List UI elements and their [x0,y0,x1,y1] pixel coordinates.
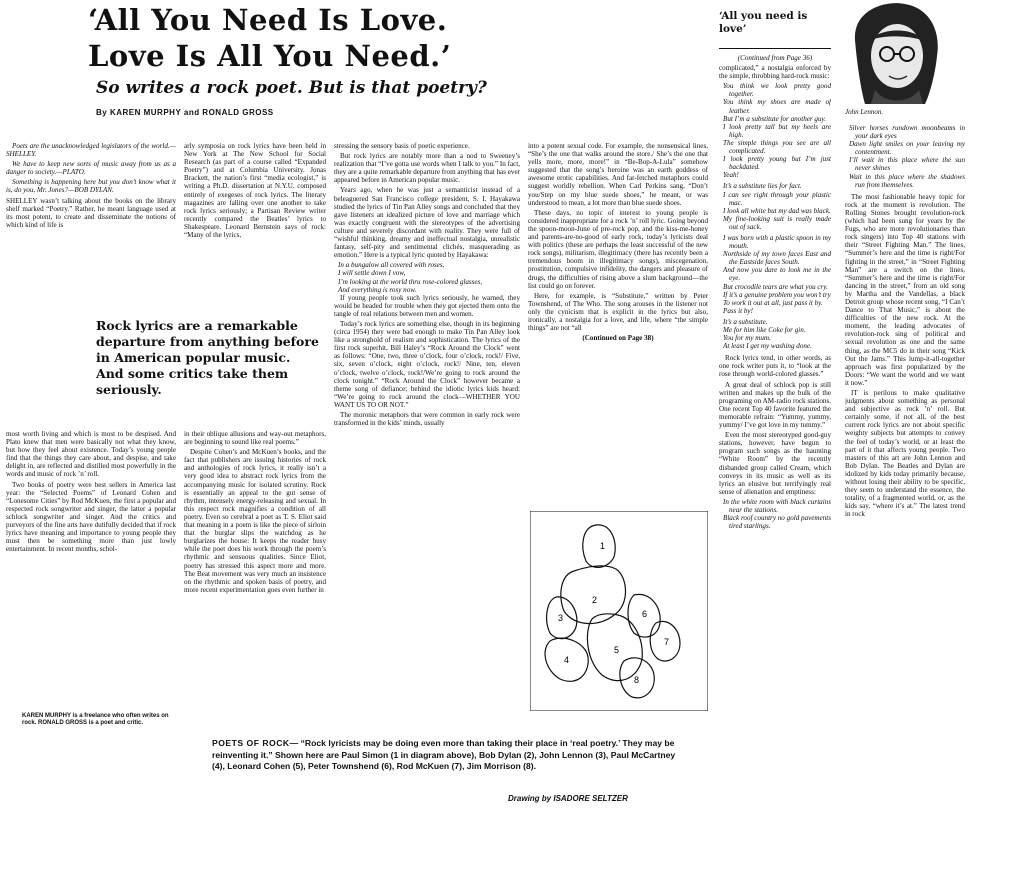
lyric-line: I’ll wait in this place where the sun never shines [849,156,965,173]
column-1-top [6,142,176,314]
column-4 [528,142,708,504]
continuation-headline: ‘All you need is love’ [719,10,808,35]
lyric-line: Yeah! [723,171,739,180]
headline [88,2,708,74]
drawing-credit: Drawing by ISADORE SELTZER [508,794,628,803]
lyric-line: And now you dare to look me in the eye. [723,266,831,283]
body-paragraph: SHELLEY wasn’t talking about the books on the library shelf marked “Poetry.” Rather, he meant language used at its most potent, to create and disseminate the notions of which kind of life is [6,196,176,229]
body-paragraph: But rock lyrics are notably more than a nod to Sweeney’s realization that “I’ve gotta use words when I talk to you.” In fact, they are a quite remarkable departure from anything that has ever appeared before in American popular music. [334,152,520,185]
column-1-bottom [6,430,176,710]
body-paragraph: The most fashionable heavy topic for rock at the moment is revolution. The Rolling Stones brought revolution-rock (which had been sung for years by the Fugs, who are more revolutionaries than rock singers) into Top 40 stations with their “Street Fighting Man.” The lines, “Summer’s here and the time is right/For fighting in the street,” in “Street Fighting Man” are a switch on the lines, “Summer’s here and the time is right/For dancing in the street,” from an old song by Martha and the Vandellas, a black Detroit group whose recent song, “I Can’t Dance to That Music,” is about the difficulties of the new rock. At the moment, the leading advocates of revolution-rock sing of political and sexual revolution as one and the same thing, as the MC5 do in their song “Kick Out the Jams.” This lump-it-all-together approach was first popularized by the Doors: “We want the world and we want it now.” [845,192,965,387]
column-3 [334,142,520,728]
lyric-line: But crocodile tears are what you cry. [723,282,828,291]
continuation-column-1 [719,54,831,726]
lyric-line: In the white room with black curtains near the stations. [723,497,831,514]
lyric-line: I look pretty young but I’m just backdated. [723,155,831,172]
drawing-number-5: 5 [614,645,620,655]
lyric-line: And everything is rosy now. [338,285,417,294]
caption-label: POETS OF ROCK [212,738,290,748]
lyric-line: Silver horses rundown moonbeams in your dark eyes [849,124,965,141]
body-paragraph: Even the most stereotyped good-guy stations, however, have begun to program such songs as the haunting “White Room” by the recently disbanded group called Cream, which conveys in its music as well as its lyrics an elusive but terrifyingly real sense of alienation and emptiness: [719,431,831,496]
drawing-number-2: 2 [592,595,598,605]
body-paragraph: IT is perilous to make qualitative judgments about something as personal and subjective as rock ’n’ roll. But certainly some, if not all, of the best current rock lyrics are not about specific weighty subjects but attempts to convey the feel of today’s world, or at least the part of it that affects young people. Two masters of this art are John Lennon and Bob Dylan. The Beatles and Dylan are idolized by kids today primarily because, without losing their ability to be specific, they seem to understand the essence, the totality, of a fragmented world, or, as the kids say, “where it’s at.” The latest trend in rock [845,389,965,519]
body-paragraph: complicated,” a nostalgia enforced by the simple, throbbing hard-rock music: [719,64,831,81]
lyric-line: If it’s a genuine problem you won’t try [723,290,831,299]
headline-line-1: ‘All You Need Is Love. [88,3,448,37]
drawing-caption [212,738,682,773]
body-paragraph: Two books of poetry were best sellers in America last year: the “Selected Poems” of Leonard Cohen and “Lonesome Cities” by Rod McKuen, the first a popular and respected rock songwriter and singer, the latter a popular schlock songwriter and singer. And the critics and purveyors of the fine arts have dutifully decided that if rock lyrics have meaning and importance to young people they must then be something more than just lowly entertainment. In recent months, schol- [6,480,176,554]
lyric-line: To work it out at all, just pass it by. [723,298,823,307]
epigraph: We have to keep new sorts of music away from us as a danger to society.—PLATO. [6,160,176,177]
lyric-line: I look all white but my dad was black. [723,206,831,215]
drawing-number-7: 7 [664,637,670,647]
body-paragraph: Here, for example, is “Substitute,” written by Peter Townshend, of The Who. The song arouses in the listener not only the cynicism that is explicit in the lyrics but also, ironically, a nostalgia for a love, and life, where “the simple things” are not “all [528,291,708,333]
body-paragraph: A great deal of schlock pop is still written and makes up the bulk of the programing on AM-radio rock stations. One recent Top 40 favorite featured the memorable refrain: “Yummy, yummy, yummy/ I’ve got love in my tummy.” [719,380,831,430]
column-2-bottom [184,430,326,726]
drawing-number-3: 3 [558,613,564,623]
lyric-line: Black roof country no gold pavements tired starlings. [723,514,831,531]
drawing-number-6: 6 [642,609,648,619]
lyric-line: My fine-looking suit is really made out of sack. [723,214,831,231]
column-2-top [184,142,326,314]
drawing-number-8: 8 [634,675,640,685]
lyric-line: But I’m a substitute for another guy. [723,114,827,123]
headline-line-2: Love Is All You Need.’ [88,39,452,73]
drawing-number-1: 1 [600,541,606,551]
body-paragraph: The moronic metaphors that were common in early rock were transformed in the kids’ minds, usually [334,411,520,428]
body-paragraph: in their oblique allusions and way-out metaphors, are beginning to sound like real poems.” [184,430,326,447]
lyric-line: It’s a substitute lies for fact. [723,182,802,191]
body-paragraph: Rock lyrics tend, in other words, as one rock writer puts it, to “look at the rose through world-colored glasses.” [719,354,831,379]
body-paragraph: These days, no topic of interest to young people is considered inappropriate for a rock ’n’ roll lyric. Going beyond the spoon-moon-June of pre-rock pop, and the kiss-me-honey and parents-are-no-good of early rock, today’s lyricists deal with politics (these are perhaps the least successful of the new rock songs), militarism, illegitimacy (there has recently been a tremendous boom in illegitimacy songs), miscegenation, prostitution, compulsive infidelity, the dangers and pleasure of drugs, the difficulties of rising above a slum background—the list could go on forever. [528,208,708,290]
lyric-line: I’m looking at the world thru rose-colored glasses, [338,277,483,286]
body-paragraph: If young people took such lyrics seriously, he warned, they would be headed for trouble when they got ejected them onto the tangle of real relations between men and women. [334,293,520,318]
lyric-line: You think my shoes are made of leather. [723,98,831,115]
lyric-line: Northside of my town faces East and the Eastside faces South. [723,250,831,267]
lyric-line: You for my mum. [723,334,771,343]
pull-quote: Rock lyrics are a remarkable departure from anything before in American popular music. And some critics take them seriously. [96,318,319,397]
lyric-line: Dawn light smiles on your leaving my contentment. [849,140,965,157]
continuation-column-2 [845,124,965,726]
john-lennon-portrait [845,0,945,104]
lyric-line: Pass it by! [723,306,753,315]
rock-poets-drawing [530,511,708,711]
lyric-line: I look pretty tall but my heels are high. [723,122,831,139]
lyric-line: I can see right through your plastic mac. [723,190,831,207]
lyric-line: Wait in this place where the shadows run from themselves. [849,172,965,189]
byline: By KAREN MURPHY and RONALD GROSS [96,108,274,117]
lyric-line: Me for him like Coke for gin. [723,326,806,334]
lyric-line: I was born with a plastic spoon in my mouth. [723,233,831,251]
portrait-caption: John Lennon. [845,108,884,116]
subhead: So writes a rock poet. But is that poetry? [96,78,487,98]
body-paragraph: Years ago, when he was just a semanticist instead of a beleaguered San Francisco college president, S. I. Hayakawa studied the lyrics of Tin Pan Alley songs and concluded that they gave listeners an idealized picture of love and marriage which was exactly congruent with the stereotypes of the advertising culture and severely discordant with reality. They were full of “wishful thinking, dreamy and ineffectual nostalgia, unrealistic fantasy, self-pity and sentimental clichés, masquerading as emotion.” Here is a typical lyric quoted by Hayakawa: [334,186,520,260]
epigraph: Poets are the unacknowledged legislators of the world.—SHELLEY. [6,142,176,159]
body-paragraph: Despite Cohen’s and McKuen’s books, and the fact that publishers are issuing histories of rock and anthologies of rock lyrics, it really isn’t a very good idea to abstract rock lyrics from the accompanying music for isolated scrutiny. Rock is essentially an appeal to the gut sense of rhythm, intensely energy-releasing and sexual. In this respect rock magnifies a condition of all poetry. Even so cerebral a poet as T. S. Eliot said that meaning in a poem is like the piece of sirloin that the burglar slips the watchdog as he burglarizes the house: It keeps the reader busy while the poet does his work through the poem’s rhythmic and sensuous qualities. Since Eliot, poetry has stressed this aspect more and more. The Beat movement was very much an insistence on the rhythmic and spoken basis of poetry, and more recent experimentation goes even further in [184,448,326,594]
body-paragraph: stressing the sensory basis of poetic experience. [334,142,470,150]
divider [719,48,831,49]
author-bio: KAREN MURPHY is a freelance who often writes on rock. RONALD GROSS is a poet and critic. [22,713,169,726]
body-paragraph: Today’s rock lyrics are something else, though in its beginning (circa 1954) they were bad enough to make Tin Pan Alley look like a stronghold of realism and sophistication. The lyrics of the first rock superhit, Bill Haley’s “Rock Around the Clock” went as follows: “One, two, three o’clock, four o’clock, rock!/ Five, six, seven o’clock, eight o’clock, rock!/ Nine, ten, eleven o’clock, twelve o’clock, rock!/We’re going to rock around the clock tonight.” “Rock Around the Clock” however became a theme song of defiance; behind the idiotic lyrics kids heard: “We’re going to rock around the clock—WHETHER YOU WANT US TO OR NOT.” [334,319,520,409]
lyric-line: The simple things you see are all complicated. [723,138,831,156]
caption-text: — “Rock lyricists may be doing even more than taking their place in ‘real poetry.’ They may be reinventing it.” Shown here are Paul Simon (1 in diagram above), Bob Dylan (2), John Lennon (3), Paul McCartney (4), Leonard Cohen (5), Peter Townshend (6), Rod McKuen (7), Jim Morrison (8). [212,738,676,771]
body-paragraph: most worth living and which is most to be despised. And Plato knew that men were basically not what they know, but how they feel about existence. Today’s young people find that the things they care about, and despise, and take delight in, are reflected and distilled most powerfully in the words and music of rock ’n’ roll. [6,430,176,479]
epigraph: Something is happening here but you don’t know what it is, do you, Mr. Jones?—BOB DYLAN. [6,178,176,195]
body-paragraph: into a potent sexual code. For example, the nonsensical lines, “She’s the one that walks around the store./ She’s the one that yells more, more, more!” in “Be-Bop-A-Lula” somehow suggested that the song’s heroine was an earth goddess of awesome erotic capabilities. And far-fetched metaphors could suggest worldly rebellion. When Carl Perkins sang, “Don’t you/Step on my blue suede shoes,” he meant, or was understood to mean, a lot more than blue suede shoes. [528,142,708,207]
body-paragraph: arly symposia on rock lyrics have been held in New York at The New School for Social Research (as part of a course called “Expanded Poetry”) and at Columbia University. Jonas Brackett, the nation’s first “media ecologist,” is writing a Ph.D. dissertation at N.Y.U. composed entirely of exegeses of rock lyrics. The literary magazines are falling over one another to take rock lyrics seriously; a Partisan Review writer recently compared the Beatles’ lyrics to Shakespeare. Leonard Bernstein says of rock: “Many of the lyrics, [184,142,326,240]
lyric-line: It’s a substitute. [723,317,768,326]
lyric-line: At least I get my washing done. [723,342,812,351]
continued-notice: (Continued on Page 38) [582,334,654,343]
drawing-number-4: 4 [564,655,570,665]
lyric-line: In a bungalow all covered with roses, [338,261,445,270]
continued-from-notice: (Continued from Page 36) [737,54,813,62]
lyric-line: You think we look pretty good together. [723,82,831,99]
lyric-line: I will settle down I vow, [338,269,406,278]
